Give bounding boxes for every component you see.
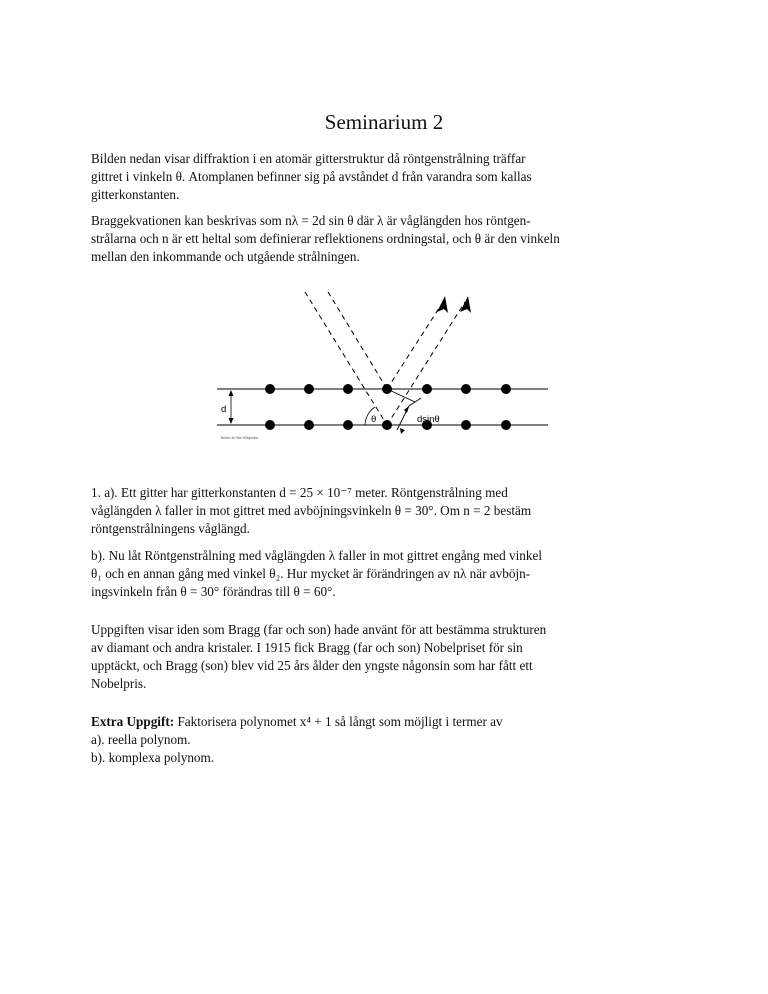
arrowhead-icon (460, 296, 471, 313)
q1b-line: b). Nu låt Röntgenstrålning med våglängden λ faller in mot gittret engång med vinkel (91, 548, 542, 563)
incoming-ray-upper (328, 292, 387, 389)
extra-option-a: a). reella polynom. (91, 732, 191, 747)
bragg-paragraph (91, 212, 671, 266)
history-line: Uppgiften visar iden som Bragg (far och son) hade använt för att bestämma strukturen (91, 622, 547, 637)
bragg-diagram (215, 282, 550, 444)
history-line: upptäckt, och Bragg (son) blev vid 25 års ålder den yngste någonsin som har fått ett (91, 658, 533, 673)
bragg-line: strålarna och n är ett heltal som definierar reflektionens ordningstal, och θ är den vinkeln (91, 231, 560, 246)
q1b-line: θ₁ och en annan gång med vinkel θ₂. Hur mycket är förändringen av nλ när avböjn- (91, 566, 531, 581)
extra-heading: Extra Uppgift: (91, 714, 175, 729)
atom (265, 420, 275, 430)
history-paragraph (91, 621, 671, 693)
atom (422, 384, 432, 394)
intro-line: gitterkonstanten. (91, 187, 180, 202)
dsin-label: dsinθ (417, 414, 440, 425)
arrowhead-icon (404, 406, 409, 413)
history-line: Nobelpris. (91, 676, 147, 691)
question-1a (91, 484, 671, 538)
arrowhead-icon (437, 296, 448, 313)
figure-credit: Bilden är från Wikipedia (221, 436, 258, 440)
atom (265, 384, 275, 394)
extra-text: Faktorisera polynomet x⁴ + 1 så långt som möjligt i termer av (174, 714, 503, 729)
bragg-line: mellan den inkommande och utgående strålningen. (91, 249, 360, 264)
outgoing-ray-lower (387, 302, 465, 425)
dsin-marker (409, 398, 421, 406)
perpendicular-line (387, 389, 415, 402)
extra-task (91, 713, 671, 767)
atom (343, 384, 353, 394)
bragg-diffraction-figure (215, 282, 550, 444)
question-1b (91, 547, 671, 601)
bragg-line: Braggekvationen kan beskrivas som nλ = 2d sin θ där λ är våglängden hos röntgen- (91, 213, 531, 228)
extra-option-b: b). komplexa polynom. (91, 750, 215, 765)
extra-line (91, 713, 671, 731)
theta-label: θ (371, 414, 377, 425)
atom (343, 420, 353, 430)
q1a-line: 1. a). Ett gitter har gitterkonstanten d = 25 × 10⁻⁷ meter. Röntgenstrålning med (91, 485, 508, 500)
atom (304, 420, 314, 430)
history-line: av diamant och andra kristaler. I 1915 fick Bragg (far och son) Nobelpriset för sin (91, 640, 523, 655)
intro-line: Bilden nedan visar diffraktion i en atomär gitterstruktur då röntgenstrålning träffar (91, 151, 526, 166)
incoming-ray-lower (305, 292, 387, 425)
atom (501, 384, 511, 394)
intro-line: gittret i vinkeln θ. Atomplanen befinner sig på avståndet d från varandra som kallas (91, 169, 532, 184)
page-title: Seminarium 2 (324, 110, 444, 134)
arrowhead-icon (229, 390, 234, 396)
d-label: d (221, 404, 227, 415)
q1a-line: våglängden λ faller in mot gittret med avböjningsvinkeln θ = 30°. Om n = 2 bestäm (91, 503, 532, 518)
atom (304, 384, 314, 394)
q1b-line: ingsvinkeln från θ = 30° förändras till θ = 60°. (91, 584, 336, 599)
atom (461, 384, 471, 394)
arrowhead-icon (229, 418, 234, 424)
atom (501, 420, 511, 430)
atom (461, 420, 471, 430)
intro-paragraph (91, 150, 671, 204)
arrowhead-icon (400, 428, 405, 434)
q1a-line: röntgenstrålningens våglängd. (91, 521, 250, 536)
outgoing-ray-upper (387, 302, 443, 389)
